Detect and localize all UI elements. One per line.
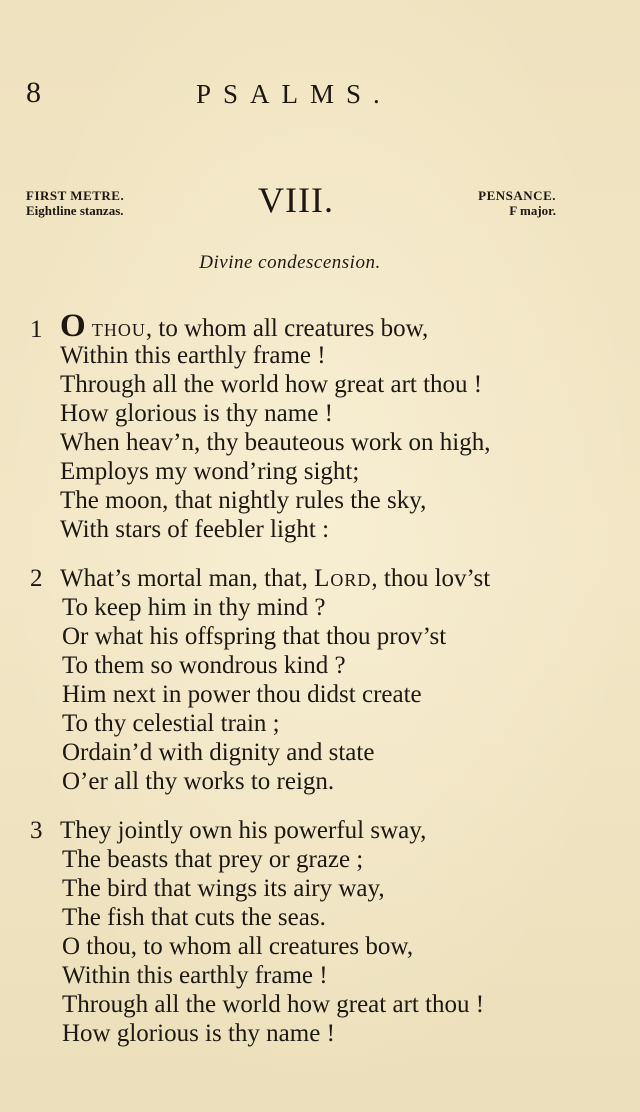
tune-info (478, 188, 556, 218)
page-number: 8 (26, 76, 41, 109)
verse-line: Within this earthly frame ! (62, 962, 328, 989)
metre-label: FIRST METRE. (26, 188, 125, 203)
verse-line: They jointly own his powerful sway, (60, 817, 427, 844)
verse-number: 1 (30, 316, 43, 343)
psalm-subtitle: Divine condescension. (199, 252, 381, 273)
verse-line: Through all the world how great art thou ! (62, 991, 485, 1018)
verse-line: O’er all thy works to reign. (62, 768, 335, 795)
verse-number: 2 (30, 565, 43, 592)
small-caps-word: Lord (314, 565, 372, 592)
verse-line: The bird that wings its airy way, (62, 875, 385, 902)
line-text: , thou lov’st (371, 565, 491, 592)
verse-line: Him next in power thou didst create (62, 681, 422, 708)
drop-cap: O (60, 308, 86, 344)
verse-line: With stars of feebler light : (60, 516, 330, 543)
verse-line: How glorious is thy name ! (62, 1020, 335, 1047)
verse-number: 3 (30, 817, 43, 844)
verse-line (60, 564, 490, 593)
verse-line: Employs my wond’ring sight; (60, 458, 360, 485)
verse-line: How glorious is thy name ! (60, 400, 333, 427)
psalm-number: VIII. (258, 180, 334, 220)
verse-line: O thou, to whom all creatures bow, (62, 933, 414, 960)
line-text: What’s mortal man, that, (60, 565, 315, 592)
line-text: , to whom all creatures bow, (145, 315, 429, 342)
verse-line: When heav’n, thy beauteous work on high, (60, 429, 491, 456)
tune-key: F major. (509, 203, 556, 218)
verse-line: Ordain’d with dignity and state (62, 739, 375, 766)
verse-line: Within this earthly frame ! (60, 342, 326, 369)
tune-name: PENSANCE. (478, 188, 556, 203)
verse-line: The fish that cuts the seas. (62, 904, 326, 931)
verse-line (60, 308, 429, 344)
verse-line: Or what his offspring that thou prov’st (62, 623, 447, 650)
small-caps-word: thou (91, 315, 146, 342)
verse-line: The beasts that prey or graze ; (62, 846, 364, 873)
running-head: PSALMS. (196, 79, 392, 109)
verse-line: Through all the world how great art thou ! (60, 371, 483, 398)
verse-line: The moon, that nightly rules the sky, (60, 487, 427, 514)
stanza-form: Eightline stanzas. (26, 203, 124, 218)
verse-line: To them so wondrous kind ? (62, 652, 346, 679)
metre-info (26, 188, 124, 218)
verse-line: To keep him in thy mind ? (62, 594, 326, 621)
verse-line: To thy celestial train ; (62, 710, 280, 737)
